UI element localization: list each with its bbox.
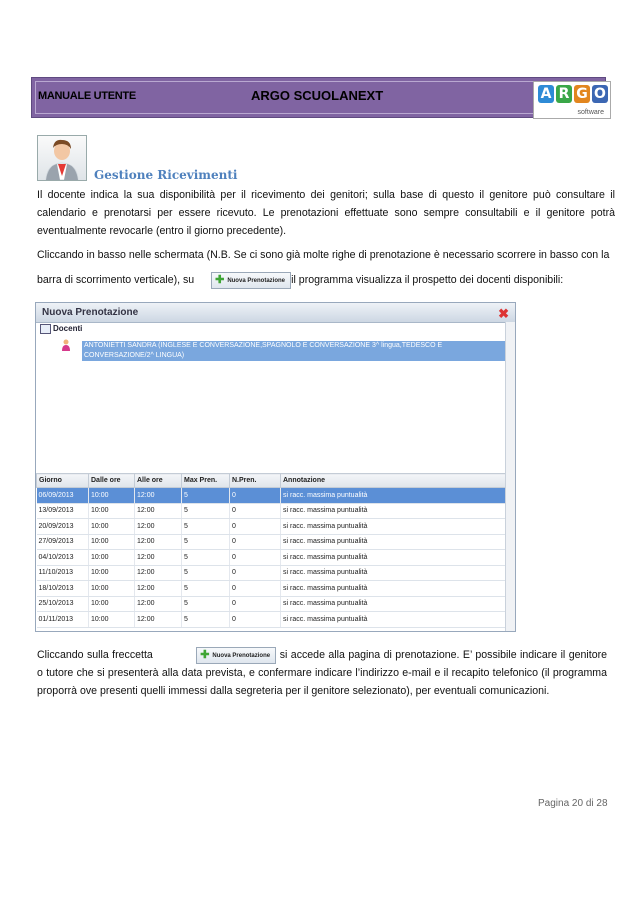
table-cell: 10:00 xyxy=(89,596,135,612)
logo-letter-g: G xyxy=(574,85,590,103)
plus-icon: ✚ xyxy=(215,273,225,286)
folder-icon xyxy=(40,324,51,334)
table-cell: 12:00 xyxy=(135,550,182,566)
table-cell: 06/09/2013 xyxy=(37,488,89,504)
table-cell: 10:00 xyxy=(89,519,135,535)
table-cell: 5 xyxy=(182,565,230,581)
column-header[interactable]: Dalle ore xyxy=(89,474,135,488)
booking-window-screenshot xyxy=(35,302,516,632)
instructions-line-2 xyxy=(37,271,637,289)
table-cell: 12:00 xyxy=(135,519,182,535)
user-avatar-icon xyxy=(37,135,87,181)
new-booking-button-label: Nuova Prenotazione xyxy=(227,277,285,284)
table-cell: 27/09/2013 xyxy=(37,534,89,550)
arrow-instructions-paragraph xyxy=(37,646,607,700)
table-cell: 10:00 xyxy=(89,612,135,628)
table-cell: 12:00 xyxy=(135,503,182,519)
table-cell: si racc. massima puntualità xyxy=(281,534,506,550)
table-cell: 10:00 xyxy=(89,581,135,597)
table-cell: si racc. massima puntualità xyxy=(281,550,506,566)
table-cell: si racc. massima puntualità xyxy=(281,581,506,597)
table-cell: 0 xyxy=(230,503,281,519)
logo-letter-a: A xyxy=(538,85,554,103)
new-booking-button-image xyxy=(211,272,291,289)
table-cell: 20/09/2013 xyxy=(37,519,89,535)
table-cell: 12:00 xyxy=(135,488,182,504)
logo-letter-r: R xyxy=(556,85,572,103)
table-row[interactable] xyxy=(37,596,506,612)
table-cell: 5 xyxy=(182,503,230,519)
table-cell: 01/11/2013 xyxy=(37,612,89,628)
logo-letters xyxy=(538,85,608,103)
column-header[interactable]: Max Pren. xyxy=(182,474,230,488)
plus-icon-2: ✚ xyxy=(200,648,210,661)
table-header-row xyxy=(37,474,506,488)
table-cell: si racc. massima puntualità xyxy=(281,612,506,628)
tree-root-label: Docenti xyxy=(53,324,83,334)
table-body xyxy=(37,488,506,628)
table-row[interactable] xyxy=(37,534,506,550)
table-cell: 5 xyxy=(182,596,230,612)
instructions-line-1: Cliccando in basso nelle schermata (N.B. Se ci sono già molte righe di prenotazione è necessario scorrere in basso con la xyxy=(37,249,610,261)
table-cell: 10:00 xyxy=(89,488,135,504)
argo-logo xyxy=(533,81,611,119)
table-cell: 5 xyxy=(182,550,230,566)
table-cell: 18/10/2013 xyxy=(37,581,89,597)
table-cell: si racc. massima puntualità xyxy=(281,503,506,519)
availability-table xyxy=(36,473,506,628)
table-row[interactable] xyxy=(37,488,506,504)
new-booking-button-image-2 xyxy=(196,647,276,664)
table-cell: 12:00 xyxy=(135,612,182,628)
table-cell: 11/10/2013 xyxy=(37,565,89,581)
header-band xyxy=(31,77,606,118)
window-title: Nuova Prenotazione xyxy=(42,307,139,318)
table-cell: si racc. massima puntualità xyxy=(281,565,506,581)
column-header[interactable]: Giorno xyxy=(37,474,89,488)
table-cell: 04/10/2013 xyxy=(37,550,89,566)
header-product-title: ARGO SCUOLANEXT xyxy=(251,88,384,103)
table-cell: 5 xyxy=(182,534,230,550)
table-cell: 0 xyxy=(230,565,281,581)
table-row[interactable] xyxy=(37,519,506,535)
new-booking-button-label-2: Nuova Prenotazione xyxy=(212,652,271,659)
table-cell: 12:00 xyxy=(135,581,182,597)
table-row[interactable] xyxy=(37,565,506,581)
table-cell: 12:00 xyxy=(135,565,182,581)
page-number: Pagina 20 di 28 xyxy=(538,798,608,809)
column-header[interactable]: N.Pren. xyxy=(230,474,281,488)
intro-paragraph: Il docente indica la sua disponibilità per il ricevimento dei genitori; sulla base di questo il genitore può consultare il calendario e prenotarsi per essere ricevuto. Le prenotazioni effettuate sono sempre consultabili e il genitore potrà eventualmente revocarle (entro il giorno precedente). xyxy=(37,189,615,237)
table-row[interactable] xyxy=(37,612,506,628)
table-cell: 5 xyxy=(182,519,230,535)
table-cell: 10:00 xyxy=(89,503,135,519)
logo-letter-o: O xyxy=(592,85,608,103)
table-cell: 0 xyxy=(230,581,281,597)
table-cell: 0 xyxy=(230,596,281,612)
teacher-icon xyxy=(61,339,71,351)
vertical-scrollbar[interactable] xyxy=(505,322,515,631)
table-cell: 0 xyxy=(230,534,281,550)
section-title: Gestione Ricevimenti xyxy=(94,168,238,182)
table-cell: 5 xyxy=(182,488,230,504)
table-cell: 12:00 xyxy=(135,596,182,612)
header-manual-label: MANUALE UTENTE xyxy=(38,90,136,102)
person-icon xyxy=(38,136,86,180)
column-header[interactable]: Alle ore xyxy=(135,474,182,488)
table-row[interactable] xyxy=(37,581,506,597)
close-icon[interactable]: ✖ xyxy=(498,306,509,321)
tree-root-docenti[interactable] xyxy=(40,324,82,334)
window-titlebar xyxy=(36,303,515,323)
table-cell: 12:00 xyxy=(135,534,182,550)
table-cell: 0 xyxy=(230,519,281,535)
arrow-text-before-button: Cliccando sulla freccetta xyxy=(37,649,153,661)
table-cell: si racc. massima puntualità xyxy=(281,596,506,612)
table-cell: 0 xyxy=(230,612,281,628)
column-header[interactable]: Annotazione xyxy=(281,474,506,488)
teacher-tree-item[interactable]: ANTONIETTI SANDRA (INGLESE E CONVERSAZIONE,SPAGNOLO E CONVERSAZIONE 3^ lingua,TEDESCO E CONVERSAZIONE/2^ LINGUA) xyxy=(82,341,510,361)
table-cell: si racc. massima puntualità xyxy=(281,488,506,504)
table-row[interactable] xyxy=(37,503,506,519)
table-cell: 5 xyxy=(182,612,230,628)
logo-subtitle: software xyxy=(577,109,604,116)
table-cell: 10:00 xyxy=(89,565,135,581)
table-cell: 25/10/2013 xyxy=(37,596,89,612)
table-row[interactable] xyxy=(37,550,506,566)
arrow-text-after-button: si accede alla pagina di prenotazione. E’ possibile indicare il genitore o tutore che si presenterà alla data prevista, e confermare indicare l’indirizzo e-mail e il recapito telefonico (il programma proporrà ove presenti quelli immessi dalla segreteria per il genitore selezionato), per eventuali comunicazioni. xyxy=(37,649,608,697)
table-cell: 5 xyxy=(182,581,230,597)
table-cell: 13/09/2013 xyxy=(37,503,89,519)
table-cell: 10:00 xyxy=(89,534,135,550)
table-cell: 0 xyxy=(230,550,281,566)
table-cell: 0 xyxy=(230,488,281,504)
table-cell: si racc. massima puntualità xyxy=(281,519,506,535)
table-cell: 10:00 xyxy=(89,550,135,566)
instructions-text-before-button: barra di scorrimento verticale), su xyxy=(37,274,195,286)
instructions-text-after-button: il programma visualizza il prospetto dei docenti disponibili: xyxy=(291,274,564,286)
